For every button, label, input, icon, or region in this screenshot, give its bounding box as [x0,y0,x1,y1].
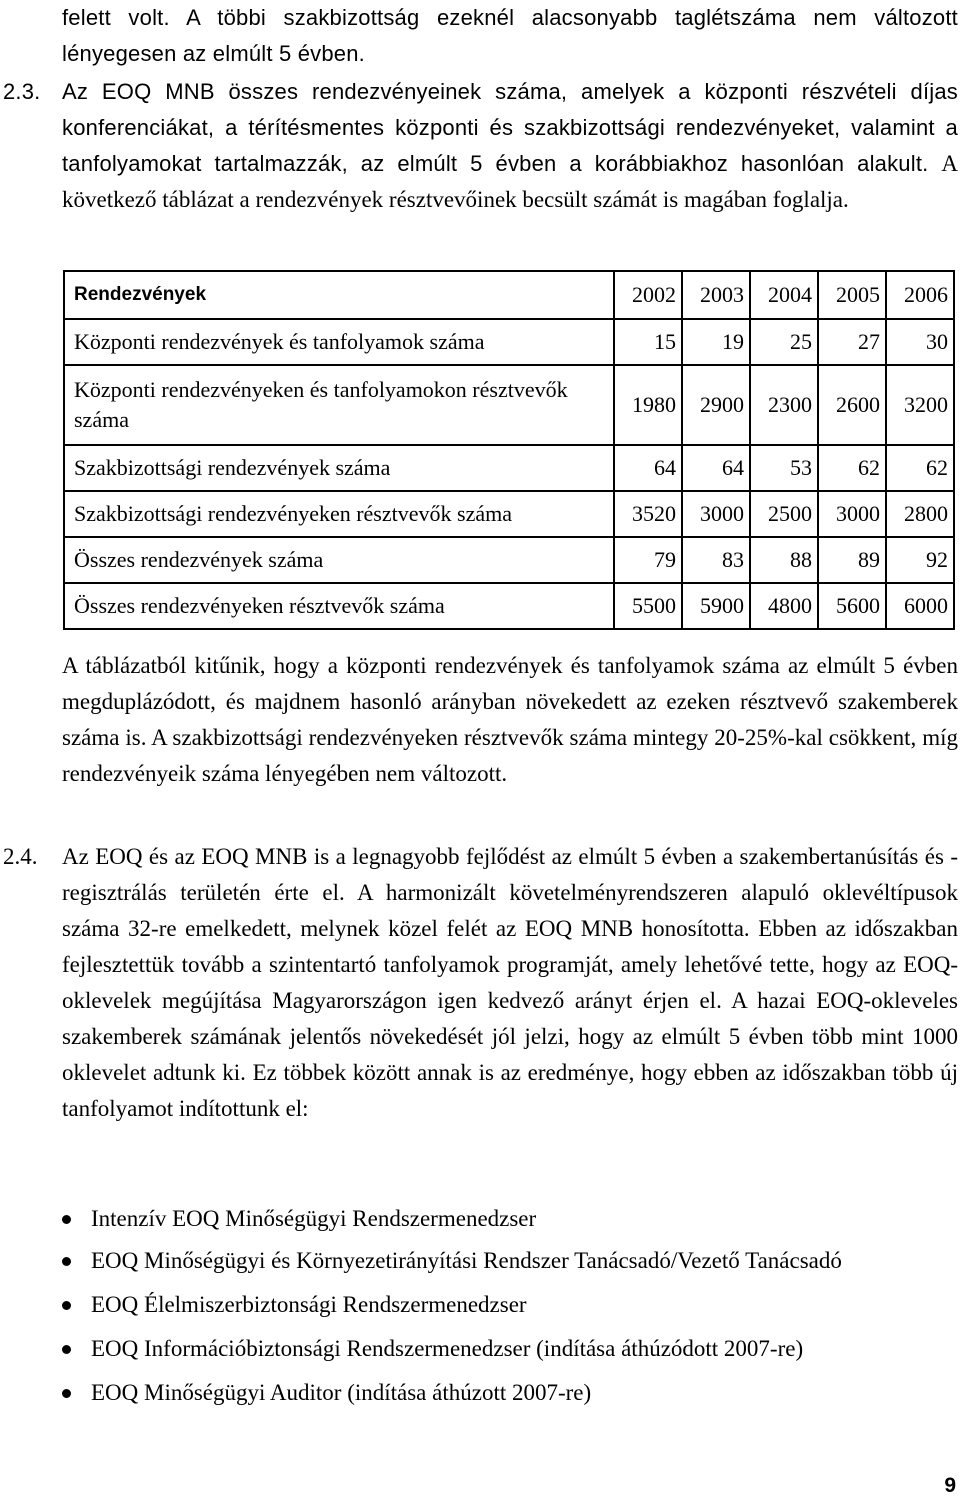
row-value: 25 [750,319,818,365]
row-value: 6000 [886,583,954,629]
row-label: Összes rendezvények száma [64,537,614,583]
section-2-3-paragraph [62,74,958,218]
row-value: 3200 [886,365,954,445]
table-header-year: 2005 [818,271,886,319]
row-value: 19 [682,319,750,365]
table-row [64,365,954,445]
row-label: Szakbizottsági rendezvények száma [64,445,614,491]
row-value: 88 [750,537,818,583]
after-table-paragraph: A táblázatból kitűnik, hogy a központi rendezvények és tanfolyamok száma az elmúlt 5 évben megduplázódott, és majdnem hasonló arányban növekedett az ezeken résztvevő szakemberek száma is. A szakbizottsági rendezvényeken résztvevők száma mintegy 20-25%-kal csökkent, míg rendezvényeik száma lényegében nem változott. [62,653,958,786]
row-value: 3000 [818,491,886,537]
new-courses-list [62,1202,958,1420]
events-table [63,270,955,630]
table-row [64,445,954,491]
row-value: 1980 [614,365,682,445]
table-header-year: 2006 [886,271,954,319]
list-item-text: EOQ Minőségügyi és Környezetirányítási Rendszer Tanácsadó/Vezető Tanácsadó [91,1248,842,1273]
table-header-label: Rendezvények [64,271,614,319]
page-number: 9 [944,1474,956,1497]
list-item [62,1376,958,1410]
row-value: 89 [818,537,886,583]
table-row [64,491,954,537]
row-label: Központi rendezvények és tanfolyamok száma [64,319,614,365]
table-header-row [64,271,954,319]
row-value: 5600 [818,583,886,629]
row-label: Szakbizottsági rendezvényeken résztvevők száma [64,491,614,537]
list-item [62,1288,958,1322]
row-value: 2800 [886,491,954,537]
row-value: 2600 [818,365,886,445]
section-2-3-text: Az EOQ MNB összes rendezvényeinek száma, amelyek a központi részvételi díjas konferenciákat, a térítésmentes központi és szakbizottsági rendezvényeket, valamint a tanfolyamokat tartalmazzák, az elmúlt 5 évben a korábbiakhoz hasonlóan alakult. [62,79,958,176]
intro-paragraph: felett volt. A többi szakbizottság ezeknél alacsonyabb taglétszáma nem változott lényegesen az elmúlt 5 évben. [62,5,958,66]
table-header-year: 2003 [682,271,750,319]
section-2-4-paragraph: Az EOQ és az EOQ MNB is a legnagyobb fejlődést az elmúlt 5 évben a szakembertanúsítás és -regisztrálás területén érte el. A harmonizált követelményrendszeren alapuló oklevéltípusok száma 32-re emelkedett, melynek közel felét az EOQ MNB honosította. Ebben az időszakban fejlesztettük tovább a szintentartó tanfolyamok programját, amely lehetővé tette, hogy az EOQ-oklevelek megújítása Magyarországon igen kedvező arányt érjen el. A hazai EOQ-okleveles szakemberek számának jelentős növekedését jól jelzi, hogy az elmúlt 5 évben több mint 1000 oklevelet adtunk ki. Ez többek között annak is az eredménye, hogy ebben az időszakban több új tanfolyamot indítottunk el: [62,844,958,1121]
row-value: 5500 [614,583,682,629]
list-item-text: EOQ Minőségügyi Auditor (indítása áthúzott 2007-re) [91,1380,592,1405]
table-header-year: 2002 [614,271,682,319]
row-value: 2900 [682,365,750,445]
row-value: 3000 [682,491,750,537]
row-value: 27 [818,319,886,365]
bullet-icon [62,1257,71,1266]
row-value: 15 [614,319,682,365]
table-row [64,583,954,629]
row-value: 83 [682,537,750,583]
table-row [64,537,954,583]
row-value: 30 [886,319,954,365]
section-2-3-text-cont: A következő táblázat a rendezvények résztvevőinek becsült számát is magában foglalja. [62,151,959,212]
table-header-year: 2004 [750,271,818,319]
list-item-text: Intenzív EOQ Minőségügyi Rendszermenedzser [91,1206,537,1231]
row-value: 2300 [750,365,818,445]
list-item-text: EOQ Információbiztonsági Rendszermenedzser (indítása áthúzódott 2007-re) [91,1336,804,1361]
row-value: 92 [886,537,954,583]
row-value: 79 [614,537,682,583]
row-value: 62 [818,445,886,491]
list-item-text: EOQ Élelmiszerbiztonsági Rendszermenedzser [91,1292,527,1317]
row-value: 5900 [682,583,750,629]
table-row [64,319,954,365]
bullet-icon [62,1389,71,1398]
row-value: 53 [750,445,818,491]
row-label: Központi rendezvényeken és tanfolyamokon résztvevők száma [64,365,614,445]
bullet-icon [62,1215,71,1224]
row-value: 62 [886,445,954,491]
row-value: 4800 [750,583,818,629]
bullet-icon [62,1345,71,1354]
list-item [62,1332,958,1366]
row-value: 64 [614,445,682,491]
list-item [62,1244,958,1278]
row-label: Összes rendezvényeken résztvevők száma [64,583,614,629]
bullet-icon [62,1301,71,1310]
section-number-2-4: 2.4. [3,844,38,869]
list-item [62,1202,958,1236]
row-value: 64 [682,445,750,491]
row-value: 2500 [750,491,818,537]
section-number-2-3: 2.3. [3,79,41,104]
row-value: 3520 [614,491,682,537]
